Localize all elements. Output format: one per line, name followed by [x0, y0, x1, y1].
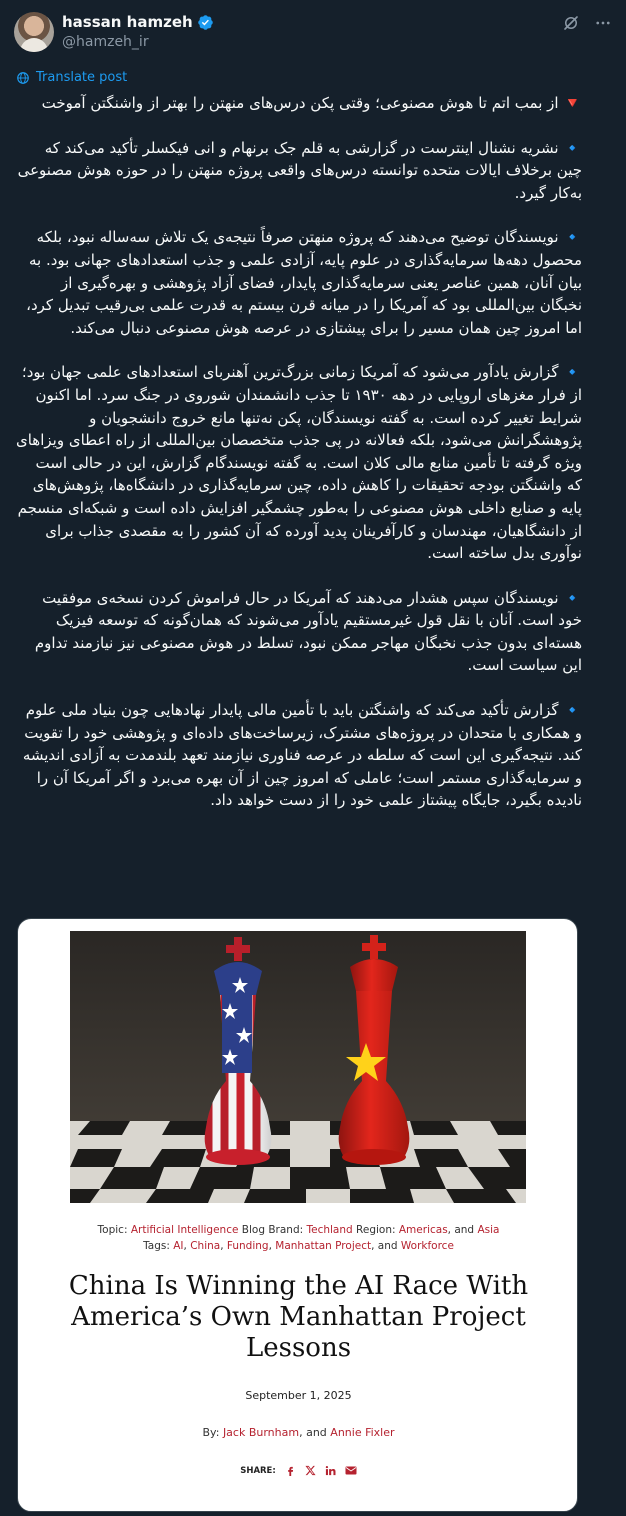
article-tags-line: Tags: AI, China, Funding, Manhattan Project, and Workforce	[143, 1240, 454, 1252]
avatar[interactable]	[14, 12, 54, 52]
region-and: , and	[447, 1224, 475, 1236]
share-bar	[18, 1465, 578, 1476]
brand-label: Blog Brand:	[241, 1224, 304, 1236]
tag-link[interactable]: AI	[173, 1240, 184, 1252]
post-paragraph: 🔹 گزارش تأکید می‌کند که واشنگتن باید با تأمین مالی پایدار نهادهایی چون بنیاد ملی علوم و همکاری با متحدان در پروژه‌های مشترک، زیرساخت‌های داده‌ای و پژوهشی خود را تقویت کند. نتیجه‌گیری این است که سلطه در عرصه فناوری نیازمند تعهد بلندمدت به آزادی اندیشه و سرمایه‌گذاری مستمر است؛ عاملی که امروز چین از آن بهره می‌برد و اگر آمریکا آن را نادیده بگیرد، جایگاه پیشتاز علمی خود را از دست خواهد داد.	[22, 701, 582, 810]
author-name[interactable]: hassan hamzeh	[62, 13, 193, 31]
topic-label: Topic:	[97, 1224, 128, 1236]
author-name-row	[62, 13, 214, 31]
share-label: SHARE:	[240, 1465, 276, 1476]
translate-icon	[16, 71, 30, 85]
region-link[interactable]: Asia	[477, 1224, 500, 1236]
tags-label: Tags:	[143, 1240, 170, 1252]
post-text	[16, 92, 582, 812]
author-handle[interactable]: @hamzeh_ir	[62, 34, 149, 50]
region-label: Region:	[356, 1224, 396, 1236]
translate-label: Translate post	[36, 70, 128, 85]
x-icon[interactable]	[305, 1465, 316, 1476]
by-and: , and	[299, 1426, 327, 1439]
post-paragraph: 🔹 نویسندگان سپس هشدار می‌دهند که آمریکا در حال فراموش کردن نسخه‌ی موفقیت خود است. آنان با نقل قول غیرمستقیم یادآور می‌شوند که همان‌گونه که توسعه فیزیک هسته‌ای بدون جذب نخبگان مهاجر ممکن نبود، تسلط در هوش مصنوعی نیز نیازمند تداوم این سیاست است.	[34, 588, 582, 675]
post-header	[14, 10, 612, 56]
brand-link[interactable]: Techland	[306, 1224, 353, 1236]
post-paragraph: 🔹 گزارش یادآور می‌شود که آمریکا زمانی بزرگ‌ترین آهنربای استعدادهای علمی جهان بود؛ از فرار مغزهای اروپایی در دهه ۱۹۳۰ تا جذب دانشمندان شوروی در جنگ سرد. اما اکنون شرایط تغییر کرده است. به گفته نویسندگان، پکن نه‌تنها مانع خروج دانشجویان و پژوهشگرانش می‌شود، بلکه فعالانه در پی جذب متخصصان بین‌المللی از راه اعطای ویزاهای ویژه گرفته تا تأمین منابع مالی کلان است. به گفته نویسندگام گزارش، این در حالی است که واشنگتن بودجه تحقیقات را کاهش داده، چین سرمایه‌گذاری در دانشگاه‌ها، پژوهش‌های پایه و صنایع داخلی هوش مصنوعی را به‌طور چشمگیر افزایش داده است و شبکه‌ای منسجم از دانشگاهیان، مهندسان و کارآفرینان پدید آورده که آن کشور را به مقصدی جذاب برای نوآوری بدل ساخته است.	[16, 363, 582, 563]
tag-link[interactable]: Workforce	[400, 1240, 454, 1252]
author-link[interactable]: Jack Burnham	[222, 1426, 300, 1439]
post-paragraph: 🔹 نشریه نشنال اینترست در گزارشی به قلم جک برنهام و انی فیکسلر تأکید می‌کند که چین برخلاف ایالات متحده توانسته درس‌های واقعی پروژه منهتن را در حوزه هوش مصنوعی به‌کار گیرد.	[17, 138, 582, 202]
tags-and: , and	[371, 1240, 398, 1252]
grok-icon[interactable]	[562, 14, 580, 32]
article-card[interactable]	[17, 918, 578, 1512]
article-headline[interactable]: China Is Winning the AI Race With America’s Own Manhattan Project Lessons	[68, 1271, 529, 1363]
tag-link[interactable]: China	[190, 1240, 221, 1252]
topic-link[interactable]: Artificial Intelligence	[130, 1224, 239, 1236]
author-link[interactable]: Annie Fixler	[330, 1426, 395, 1439]
article-date: September 1, 2025	[245, 1389, 352, 1402]
region-link[interactable]: Americas	[398, 1224, 448, 1236]
verified-badge-icon	[197, 14, 214, 31]
chess-illustration	[70, 931, 526, 1203]
article-byline	[18, 1426, 578, 1439]
chess-pieces-image	[70, 931, 526, 1203]
post-paragraph: 🔻 از بمب اتم تا هوش مصنوعی؛ وقتی پکن درس‌های منهتن را بهتر از واشنگتن آموخت	[41, 94, 582, 112]
translate-post-link[interactable]	[16, 70, 127, 85]
email-icon[interactable]	[345, 1465, 357, 1476]
by-label: By:	[202, 1426, 220, 1439]
more-icon[interactable]	[594, 14, 612, 32]
post-paragraph: 🔹 نویسندگان توضیح می‌دهند که پروژه منهتن صرفاً نتیجه‌ی یک تلاش سه‌ساله نبود، بلکه محصول دهه‌ها سرمایه‌گذاری در علوم پایه، آزادی علمی و جذب استعدادهای جهانی بود. به بیان آنان، همین عناصر یعنی سرمایه‌گذاری پایدار، فضای آزاد پژوهشی و بهره‌گیری از نخبگان بین‌المللی بود که آمریکا را در میانه قرن بیستم به قدرت علمی بی‌رقیب تبدیل کرد، اما امروز چین همان مسیر را برای پیشتازی در عرصه هوش مصنوعی دنبال می‌کند.	[26, 228, 582, 337]
linkedin-icon[interactable]	[325, 1465, 336, 1476]
tag-link[interactable]: Funding	[226, 1240, 269, 1252]
article-topic-line	[18, 1224, 578, 1236]
tag-link[interactable]: Manhattan Project	[275, 1240, 372, 1252]
header-actions	[562, 14, 612, 32]
facebook-icon[interactable]	[285, 1465, 296, 1476]
